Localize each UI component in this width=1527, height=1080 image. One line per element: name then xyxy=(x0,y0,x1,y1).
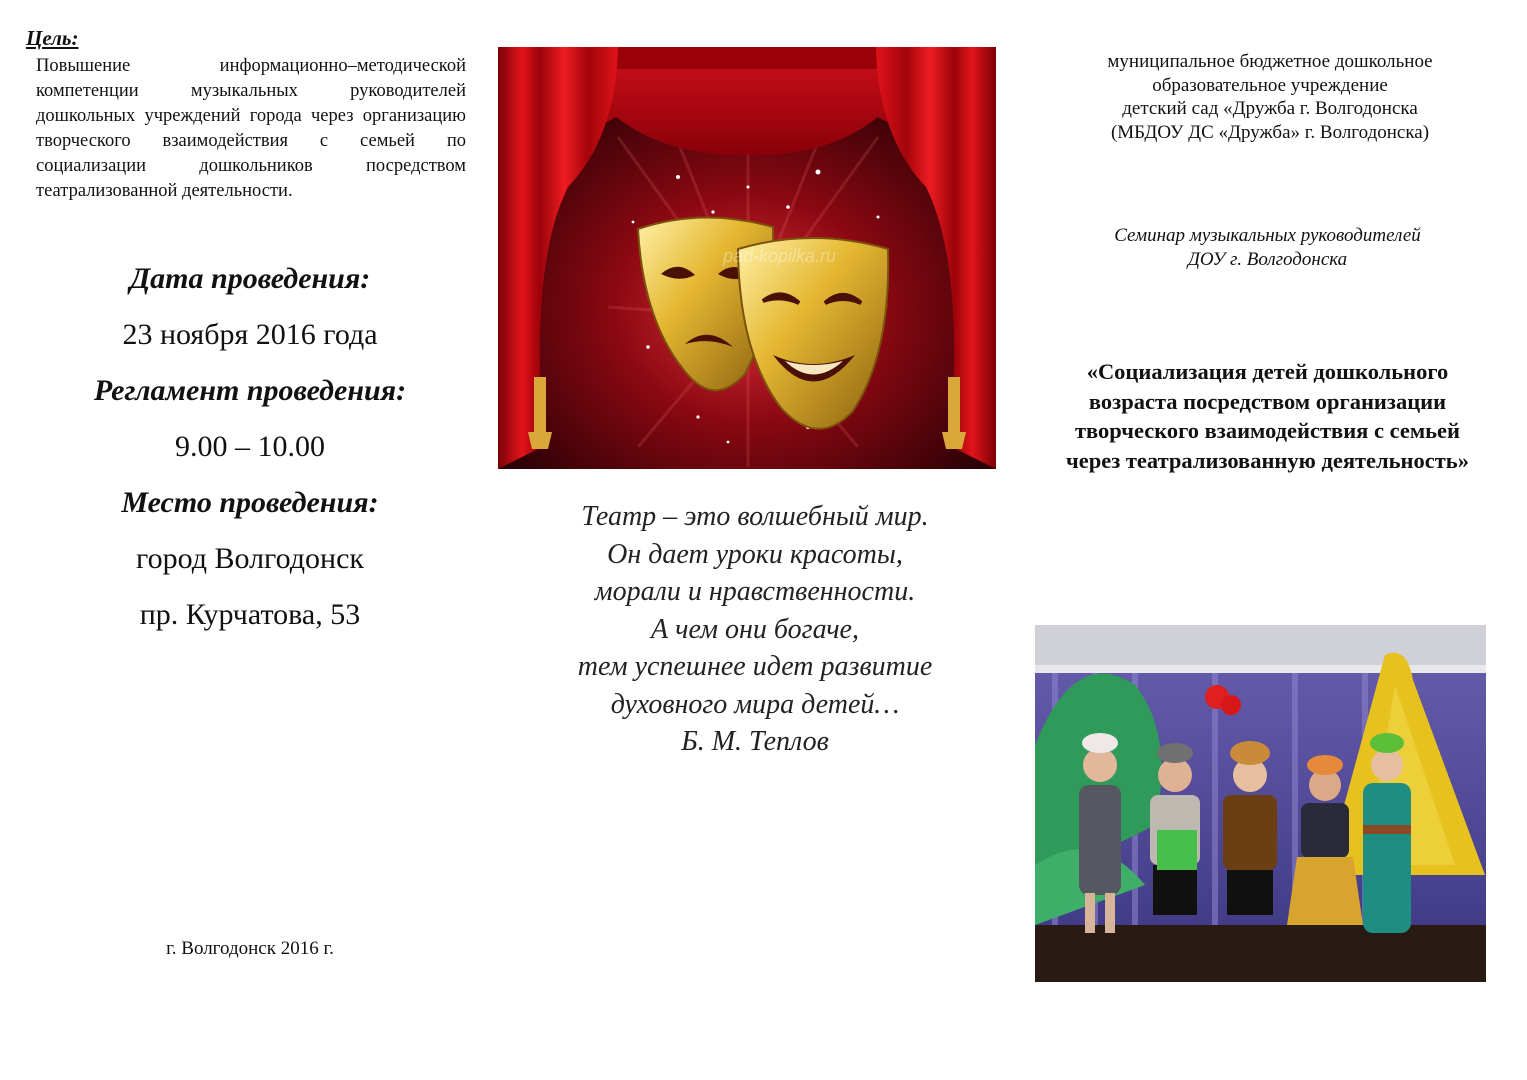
theater-quote xyxy=(500,498,1010,761)
goal-text: Повышение информационно–методической компетенции музыкальных руководителей дошкольных учреждений города через организацию творческого взаимодействия с семьей по социализации дошкольников посредством театрализованной деятельности. xyxy=(36,56,466,201)
seminar-title-line: «Социализация детей дошкольного xyxy=(1086,359,1449,384)
place-address: пр. Курчатова, 53 xyxy=(139,598,361,631)
seminar-title-line: через театрализованную деятельность» xyxy=(1066,447,1469,473)
seminar-title xyxy=(1030,357,1505,475)
seminar-subtitle xyxy=(1040,224,1495,272)
seminar-line: Семинар музыкальных руководителей xyxy=(1114,225,1421,246)
date-value: 23 ноября 2016 года xyxy=(122,318,378,351)
date-label: Дата проведения: xyxy=(129,262,371,295)
institution-line: детский сад «Дружба г. Волгодонска xyxy=(1122,98,1418,119)
theater-masks-icon xyxy=(498,47,996,469)
group-photo-image xyxy=(1035,625,1486,982)
quote-line: Он дает уроки красоты, xyxy=(607,538,903,570)
seminar-line: ДОУ г. Волгодонска xyxy=(1187,249,1348,270)
footer-city-year: г. Волгодонск 2016 г. xyxy=(166,938,334,959)
institution-line: муниципальное бюджетное дошкольное xyxy=(1107,51,1433,72)
institution-name xyxy=(1040,50,1500,144)
quote-author: Б. М. Теплов xyxy=(681,726,829,757)
quote-line: тем успешнее идет развитие xyxy=(577,651,933,682)
place-label: Место проведения: xyxy=(121,486,379,519)
seminar-title-line: возраста посредством организации xyxy=(1088,388,1447,414)
seminar-title-line: творческого взаимодействия с семьей xyxy=(1075,418,1460,443)
schedule-label: Регламент проведения: xyxy=(93,374,407,407)
theater-masks-image xyxy=(498,47,996,469)
institution-line: (МБДОУ ДС «Дружба» г. Волгодонска) xyxy=(1110,121,1430,143)
watermark-text: pad-kopilka.ru xyxy=(723,246,837,266)
goal-heading: Цель: xyxy=(26,26,79,50)
quote-line: духовного мира детей… xyxy=(610,688,900,720)
quote-line: морали и нравственности. xyxy=(594,576,916,607)
quote-line: Театр – это волшебный мир. xyxy=(581,501,929,532)
quote-line: А чем они богаче, xyxy=(650,613,859,645)
institution-line: образовательное учреждение xyxy=(1152,74,1388,96)
group-photo xyxy=(1035,625,1486,982)
place-city: город Волгодонск xyxy=(136,542,364,575)
schedule-value: 9.00 – 10.00 xyxy=(175,430,325,463)
